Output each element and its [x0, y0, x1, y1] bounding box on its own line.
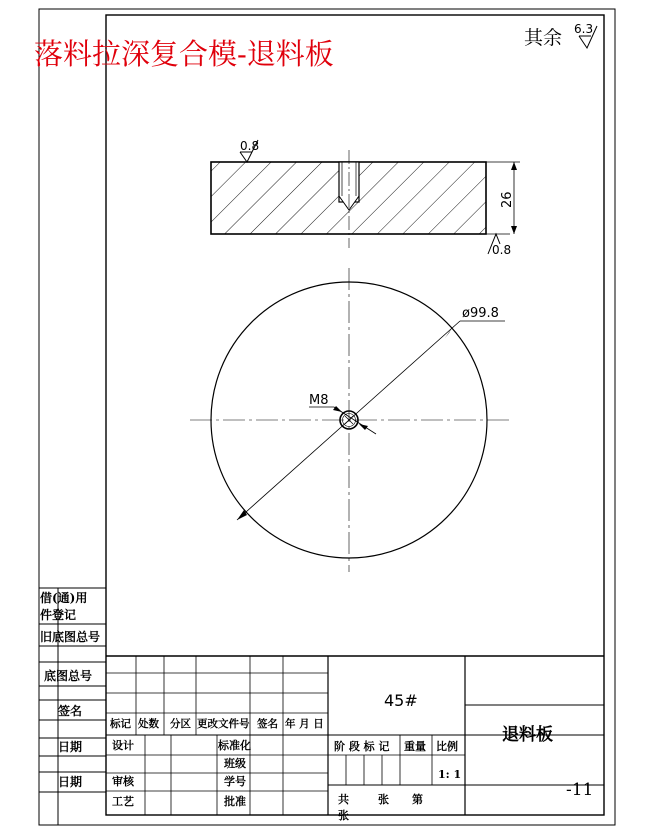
class-label: 班级 [224, 757, 246, 770]
date-label-2: 日期 [58, 775, 83, 789]
drawing-title: 落料拉深复合模-退料板 [34, 37, 334, 71]
section-view [211, 150, 486, 248]
rev-date-header: 年 月 日 [285, 718, 324, 730]
drawing-number: -11 [566, 780, 594, 800]
student-no-label: 学号 [224, 775, 246, 788]
process-label: 工艺 [112, 795, 134, 808]
sheets-label: 张 [378, 793, 389, 806]
bottom-roughness-value: 0.8 [492, 243, 512, 257]
outer-border [39, 9, 615, 825]
part-name: 退料板 [502, 725, 553, 745]
scale-value: 1: 1 [438, 768, 462, 781]
design-label: 设计 [112, 739, 134, 752]
total-label: 共 [338, 793, 349, 806]
rev-zone-header: 分区 [170, 718, 191, 730]
rev-doc-header: 更改文件号 [197, 718, 250, 730]
plan-view [190, 268, 510, 572]
old-drawing-no-label: 旧底图总号 [40, 630, 101, 644]
thickness-value: 26 [500, 191, 515, 208]
thickness-dimension [486, 162, 520, 234]
diameter-leader [237, 321, 460, 520]
diameter-value: ø99.8 [462, 306, 499, 321]
rev-mark-header: 标记 [110, 718, 131, 730]
weight-label: 重量 [404, 740, 426, 753]
sheet-word-label: 张 [338, 809, 349, 822]
bottom-roughness [486, 234, 511, 257]
standardize-label: 标准化 [218, 739, 251, 752]
top-roughness [240, 139, 259, 162]
top-roughness-value: 0.8 [240, 139, 260, 153]
ratio-label: 比例 [436, 740, 458, 753]
surface-note-value: 6.3 [574, 22, 594, 36]
base-drawing-no-label: 底图总号 [44, 669, 93, 683]
material-value: 45# [384, 691, 418, 710]
check-label: 审核 [112, 775, 134, 788]
approve-label: 批准 [224, 795, 246, 808]
signature-label: 签名 [58, 704, 83, 718]
rev-count-header: 处数 [138, 718, 159, 730]
borrow-label: 借(通)用 [40, 591, 88, 605]
sheet-no-label: 第 [412, 793, 423, 806]
borrow-label-2: 件登记 [40, 608, 77, 622]
surface-note: 其余 [524, 27, 563, 49]
thread-value: M8 [309, 393, 329, 408]
date-label-1: 日期 [58, 740, 83, 754]
rev-sign-header: 签名 [257, 718, 278, 730]
stage-mark-label: 阶 段 标 记 [334, 740, 390, 753]
